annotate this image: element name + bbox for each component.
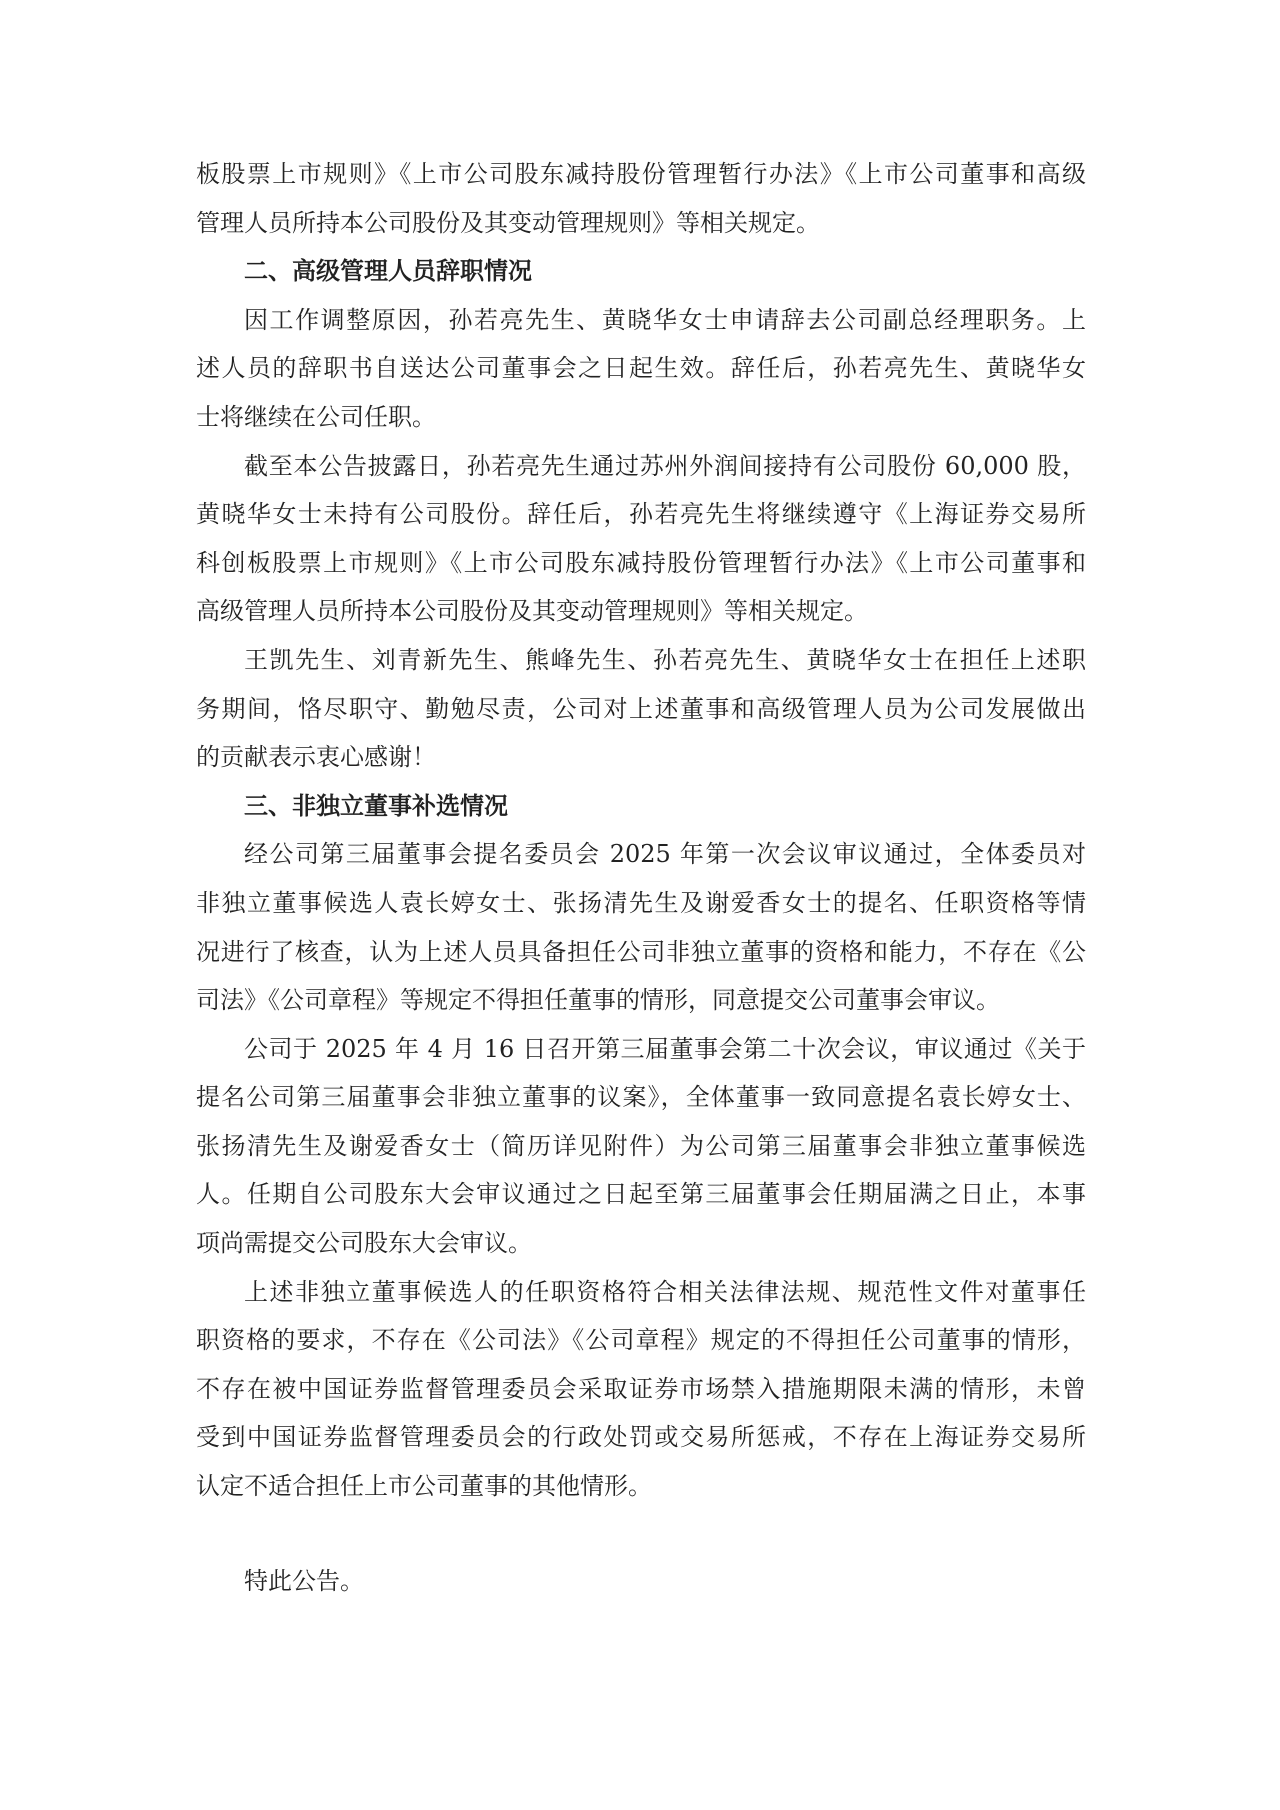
text-line: 不存在被中国证券监督管理委员会采取证券市场禁入措施期限未满的情形，未曾 xyxy=(196,1374,1086,1403)
paragraph-s3-2 xyxy=(196,1025,1086,1268)
paragraph-s3-3 xyxy=(196,1268,1086,1511)
text-line: 述人员的辞职书自送达公司董事会之日起生效。辞任后，孙若亮先生、黄晓华女 xyxy=(196,354,1086,383)
text-line: 务期间，恪尽职守、勤勉尽责，公司对上述董事和高级管理人员为公司发展做出 xyxy=(196,694,1086,723)
closing-statement: 特此公告。 xyxy=(244,1566,364,1595)
text-line: 截至本公告披露日，孙若亮先生通过苏州外润间接持有公司股份 60,000 股， xyxy=(244,451,1086,480)
document-body xyxy=(196,150,1086,1605)
text-line: 受到中国证券监督管理委员会的行政处罚或交易所惩戒，不存在上海证券交易所 xyxy=(196,1423,1086,1452)
section-heading-3: 三、非独立董事补选情况 xyxy=(244,791,508,820)
text-line: 的贡献表示衷心感谢！ xyxy=(196,743,436,772)
text-line: 黄晓华女士未持有公司股份。辞任后，孙若亮先生将继续遵守《上海证券交易所 xyxy=(196,500,1086,529)
paragraph-intro xyxy=(196,150,1086,247)
text-line: 管理人员所持本公司股份及其变动管理规则》等相关规定。 xyxy=(196,208,820,237)
text-line: 因工作调整原因，孙若亮先生、黄晓华女士申请辞去公司副总经理职务。上 xyxy=(244,305,1086,334)
text-line: 上述非独立董事候选人的任职资格符合相关法律法规、规范性文件对董事任 xyxy=(244,1277,1086,1306)
paragraph-s2-2 xyxy=(196,442,1086,636)
text-line: 人。任期自公司股东大会审议通过之日起至第三届董事会任期届满之日止，本事 xyxy=(196,1180,1086,1209)
text-line: 项尚需提交公司股东大会审议。 xyxy=(196,1229,532,1258)
text-line: 科创板股票上市规则》《上市公司股东减持股份管理暂行办法》《上市公司董事和 xyxy=(196,548,1086,577)
text-line: 士将继续在公司任职。 xyxy=(196,402,436,431)
text-line: 经公司第三届董事会提名委员会 2025 年第一次会议审议通过，全体委员对 xyxy=(244,840,1086,869)
text-line: 非独立董事候选人袁长婷女士、张扬清先生及谢爱香女士的提名、任职资格等情 xyxy=(196,888,1086,917)
paragraph-s2-1 xyxy=(196,296,1086,442)
text-line: 公司于 2025 年 4 月 16 日召开第三届董事会第二十次会议，审议通过《关于 xyxy=(244,1034,1086,1063)
text-line: 司法》《公司章程》等规定不得担任董事的情形，同意提交公司董事会审议。 xyxy=(196,986,1000,1015)
text-line: 板股票上市规则》《上市公司股东减持股份管理暂行办法》《上市公司董事和高级 xyxy=(196,160,1086,188)
text-line: 况进行了核查，认为上述人员具备担任公司非独立董事的资格和能力，不存在《公 xyxy=(196,937,1086,966)
text-line: 职资格的要求，不存在《公司法》《公司章程》规定的不得担任公司董事的情形， xyxy=(196,1326,1086,1355)
text-line: 高级管理人员所持本公司股份及其变动管理规则》等相关规定。 xyxy=(196,597,868,626)
paragraph-s3-1 xyxy=(196,830,1086,1024)
section-heading-2: 二、高级管理人员辞职情况 xyxy=(244,257,532,286)
text-line: 认定不适合担任上市公司董事的其他情形。 xyxy=(196,1472,652,1501)
text-line: 提名公司第三届董事会非独立董事的议案》，全体董事一致同意提名袁长婷女士、 xyxy=(196,1083,1086,1112)
text-line: 王凯先生、刘青新先生、熊峰先生、孙若亮先生、黄晓华女士在担任上述职 xyxy=(244,645,1086,674)
text-line: 张扬清先生及谢爱香女士（简历详见附件）为公司第三届董事会非独立董事候选 xyxy=(196,1131,1086,1160)
paragraph-s2-3 xyxy=(196,636,1086,782)
